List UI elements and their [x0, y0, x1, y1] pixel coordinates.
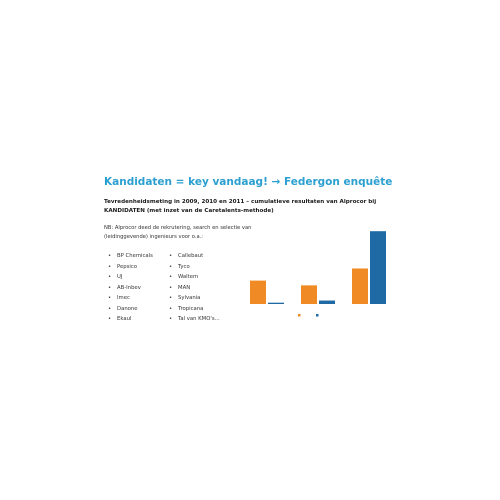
bar: [370, 231, 386, 304]
satisfaction-chart: [246, 216, 396, 326]
list-item: • MAN: [169, 283, 220, 294]
slide-subtitle: Tevredenheidsmeting in 2009, 2010 en 2011 – cumulatieve resultaten van Alprocor bij KANDIDATEN (met inzet van de Caretalents-methode): [104, 199, 377, 214]
list-item: • Waltem: [169, 272, 220, 283]
bar: [319, 301, 335, 304]
list-item: • BP Chemicals: [108, 251, 153, 262]
bar: [352, 268, 368, 304]
list-item: • AB-Inbev: [108, 283, 153, 294]
note-text: NB: Alprocor deed de rekrutering, search en selectie van (leidinggevende) ingenieurs voor o.a.:: [104, 225, 252, 240]
bar: [268, 303, 284, 304]
list-item: • Imec: [108, 293, 153, 304]
client-list-right: [169, 251, 220, 325]
list-item: • Sylvania: [169, 293, 220, 304]
list-item: • Tyco: [169, 262, 220, 273]
client-list-left: [108, 251, 153, 325]
list-item: • Tal van KMO's...: [169, 314, 220, 325]
list-item: • UJ: [108, 272, 153, 283]
slide-title: Kandidaten = key vandaag! → Federgon enquête: [104, 176, 393, 188]
list-item: • Callebaut: [169, 251, 220, 262]
list-item: • Tropicana: [169, 304, 220, 315]
bar: [250, 281, 266, 304]
legend-swatch: [298, 314, 301, 317]
list-item: • Danone: [108, 304, 153, 315]
chart-svg: [246, 216, 396, 326]
list-item: • Pepsico: [108, 262, 153, 273]
list-item: • Ekaul: [108, 314, 153, 325]
legend-swatch: [316, 314, 319, 317]
bar: [301, 285, 317, 304]
